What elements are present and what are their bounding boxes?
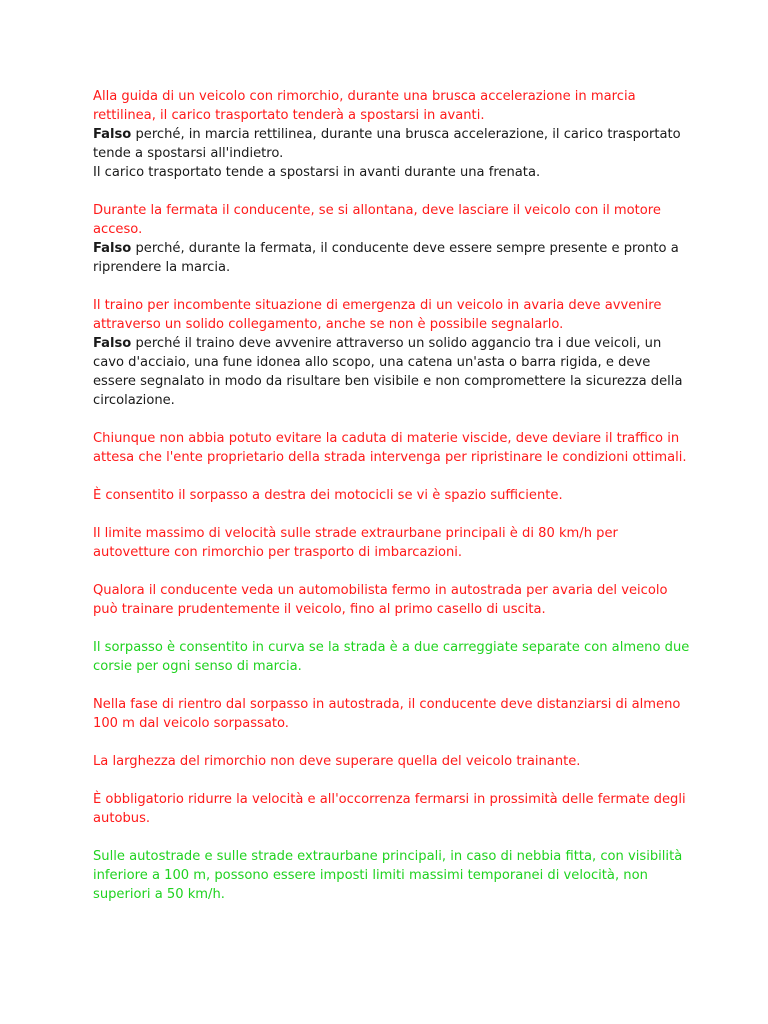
- quiz-item: [93, 296, 693, 410]
- quiz-item: [93, 87, 693, 182]
- question-text: È consentito il sorpasso a destra dei motocicli se vi è spazio sufficiente.: [93, 488, 563, 503]
- question-text: Chiunque non abbia potuto evitare la caduta di materie viscide, deve deviare il traffico in attesa che l'ente proprietario della strada intervenga per ripristinare le condizioni ottimali.: [93, 431, 687, 465]
- quiz-item: [93, 486, 693, 505]
- verdict-label: Falso: [93, 127, 132, 142]
- question-text: È obbligatorio ridurre la velocità e all'occorrenza fermarsi in prossimità delle fermate degli autobus.: [93, 792, 686, 826]
- quiz-item: [93, 524, 693, 562]
- question-text: Il traino per incombente situazione di emergenza di un veicolo in avaria deve avvenire attraverso un solido collegamento, anche se non è possibile segnalarlo.: [93, 298, 662, 332]
- answer-text: [93, 239, 693, 277]
- explanation-text: perché, durante la fermata, il conducente deve essere sempre presente e pronto a riprendere la marcia.: [93, 241, 679, 275]
- quiz-item: [93, 638, 693, 676]
- quiz-item: [93, 695, 693, 733]
- explanation-text: perché, in marcia rettilinea, durante una brusca accelerazione, il carico trasportato tende a spostarsi all'indietro.: [93, 127, 681, 161]
- document-page: [93, 87, 693, 923]
- quiz-item: [93, 201, 693, 277]
- question-text: Il limite massimo di velocità sulle strade extraurbane principali è di 80 km/h per autovetture con rimorchio per trasporto di imbarcazioni.: [93, 526, 618, 560]
- answer-text: [93, 125, 693, 163]
- question-text: Il sorpasso è consentito in curva se la strada è a due carreggiate separate con almeno due corsie per ogni senso di marcia.: [93, 640, 690, 674]
- quiz-item: [93, 581, 693, 619]
- question-text: La larghezza del rimorchio non deve superare quella del veicolo trainante.: [93, 754, 581, 769]
- question-text: Sulle autostrade e sulle strade extraurbane principali, in caso di nebbia fitta, con visibilità inferiore a 100 m, possono essere imposti limiti massimi temporanei di velocità, non superiori a 50 km/h.: [93, 849, 683, 902]
- quiz-item: [93, 429, 693, 467]
- question-text: Durante la fermata il conducente, se si allontana, deve lasciare il veicolo con il motore acceso.: [93, 203, 661, 237]
- explanation-text: perché il traino deve avvenire attraverso un solido aggancio tra i due veicoli, un cavo d'acciaio, una fune idonea allo scopo, una catena un'asta o barra rigida, e deve essere segnalato in modo da risultare ben visibile e non compromettere la sicurezza della circolazione.: [93, 336, 683, 408]
- quiz-item: [93, 790, 693, 828]
- question-text: Alla guida di un veicolo con rimorchio, durante una brusca accelerazione in marcia rettilinea, il carico trasportato tenderà a spostarsi in avanti.: [93, 89, 636, 123]
- verdict-label: Falso: [93, 336, 132, 351]
- verdict-label: Falso: [93, 241, 132, 256]
- quiz-item: [93, 847, 693, 904]
- question-text: Qualora il conducente veda un automobilista fermo in autostrada per avaria del veicolo può trainare prudentemente il veicolo, fino al primo casello di uscita.: [93, 583, 668, 617]
- answer-text: [93, 334, 693, 410]
- note-text: Il carico trasportato tende a spostarsi in avanti durante una frenata.: [93, 165, 541, 180]
- quiz-item: [93, 752, 693, 771]
- question-text: Nella fase di rientro dal sorpasso in autostrada, il conducente deve distanziarsi di almeno 100 m dal veicolo sorpassato.: [93, 697, 681, 731]
